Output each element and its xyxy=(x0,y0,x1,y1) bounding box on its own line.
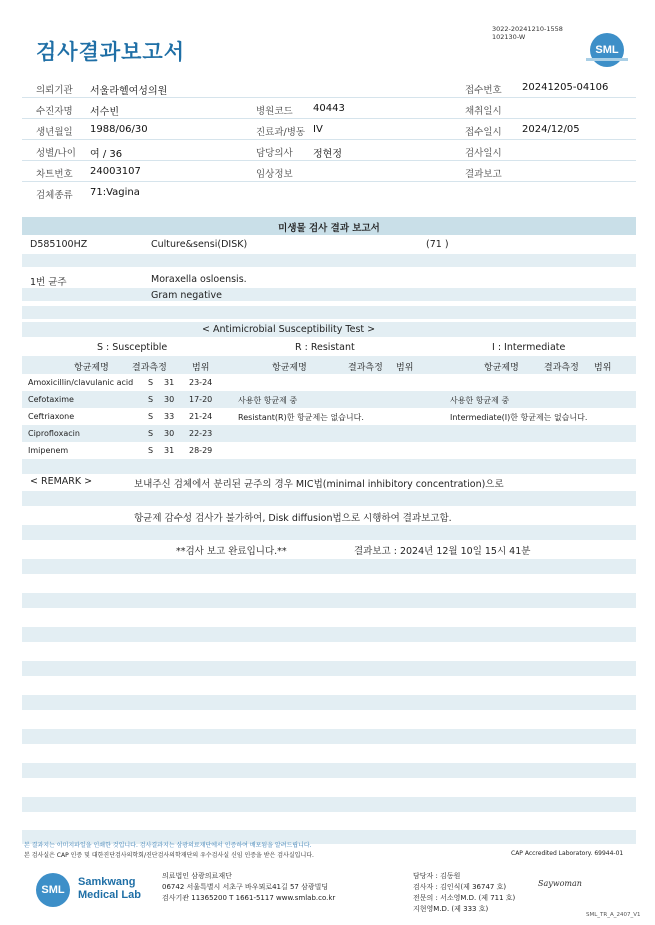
staff-list: 담당자 : 김동원 검사자 : 김인식(제 36747 호) 전문의 : 서소영M.D. (제 711 호) 지현영M.D. (제 333 호) xyxy=(413,872,516,913)
gram-line xyxy=(22,288,636,305)
org-name: Samkwang Medical Lab xyxy=(78,876,141,901)
row-band xyxy=(22,559,636,574)
cap-accreditation: CAP Accredited Laboratory. 69944-01 xyxy=(511,850,624,857)
table-row: Ciprofloxacin S 30 22-23 xyxy=(28,429,213,438)
ast-legend-line xyxy=(22,340,636,357)
form-code: SML_TR_A_2407_V1 xyxy=(586,912,641,918)
completion-line xyxy=(22,541,636,558)
document-number: 3022-20241210-1558 102130-W xyxy=(492,25,563,41)
row-band xyxy=(22,306,636,319)
accreditation-notice: 본 검사실은 CAP 인증 및 대한진단검사의학회/진단검사의학재단의 우수검사실 신임 인증을 받은 검사실입니다. xyxy=(24,852,314,859)
completion-text: **검사 보고 완료입니다.** xyxy=(176,546,287,557)
header-row: 성별/나이 여 / 36 담당의사 정현정 검사일시 xyxy=(22,141,636,161)
ast-title: < Antimicrobial Susceptibility Test > xyxy=(202,324,376,335)
signature: Saywoman xyxy=(538,879,582,888)
row-band xyxy=(22,525,636,540)
row-band xyxy=(22,254,636,267)
legend-resistant: R : Resistant xyxy=(295,342,355,353)
ast-column-header: 항균제명 결과측정 범위 항균제명 결과측정 범위 항균제명 결과측정 범위 xyxy=(74,363,612,373)
row-band xyxy=(22,491,636,506)
report-title: 검사결과보고서 xyxy=(36,40,186,64)
org-address: 의료법인 삼광의료재단 06742 서울특별시 서초구 바우뫼로41길 57 삼광빌딩 검사기관 11365200 T 1661-5117 www.smlab.co.kr xyxy=(162,872,336,902)
header-row: 생년월일 1988/06/30 진료과/병동 IV 접수일시 2024/12/05 xyxy=(22,120,636,140)
organism-line xyxy=(22,272,636,289)
row-band xyxy=(22,695,636,710)
test-line xyxy=(22,237,636,254)
logo-underline xyxy=(586,58,628,61)
section-title: 미생물 검사 결과 보고서 xyxy=(22,217,636,235)
ast-title-line xyxy=(22,322,636,339)
specimen-code: (71 ) xyxy=(426,239,449,250)
header-row: 검체종류 71:Vagina xyxy=(36,187,140,201)
samkwang-logo: SML xyxy=(36,873,70,907)
header-row: 의뢰기관 서울라헬여성의원 접수번호 20241205-04106 xyxy=(22,78,636,98)
remark-line xyxy=(22,474,636,491)
header-row: 차트번호 24003107 임상정보 결과보고 xyxy=(22,162,636,182)
test-name: Culture&sensi(DISK) xyxy=(151,239,248,250)
legend-intermediate: I : Intermediate xyxy=(492,342,566,353)
table-row: Ceftriaxone S 33 21-24 Resistant(R)한 항균제는 없습니다. Intermediate(I)한 항균제는 없습니다. xyxy=(28,412,588,422)
remark-text-2: 항균제 감수성 검사가 불가하여, Disk diffusion법으로 시행하여 결과보고함. xyxy=(134,513,452,524)
remark-line-2 xyxy=(22,508,636,525)
row-band xyxy=(22,661,636,676)
image-notice: 본 결과지는 이미지파일을 인쇄한 것입니다. 검사결과지는 삼광의료재단에서 인증하여 배포됨을 알려드립니다. xyxy=(24,842,312,849)
row-band xyxy=(22,459,636,474)
row-band xyxy=(22,627,636,642)
organism-label: 1번 균주 xyxy=(30,277,67,288)
organism-name: Moraxella osloensis. xyxy=(151,274,247,285)
remark-label: < REMARK > xyxy=(30,476,93,487)
table-row: Amoxicillin/clavulanic acid S 31 23-24 xyxy=(28,378,213,387)
row-band xyxy=(22,763,636,778)
test-code: D585100HZ xyxy=(30,239,88,250)
legend-susceptible: S : Susceptible xyxy=(97,342,168,353)
row-band xyxy=(22,593,636,608)
sml-logo: SML xyxy=(590,33,624,67)
gram-stain: Gram negative xyxy=(151,290,222,301)
row-band xyxy=(22,729,636,744)
row-band xyxy=(22,797,636,812)
table-row: Cefotaxime S 30 17-20 사용한 항균제 중 사용한 항균제 중 xyxy=(28,395,510,405)
report-datetime: 결과보고 : 2024년 12월 10일 15시 41분 xyxy=(354,546,531,557)
header-row: 수진자명 서수빈 병원코드 40443 채취일시 xyxy=(22,99,636,119)
table-row: Imipenem S 31 28-29 xyxy=(28,446,213,455)
remark-text-1: 보내주신 검체에서 분리된 균주의 경우 MIC법(minimal inhibitory concentration)으로 xyxy=(134,479,504,490)
